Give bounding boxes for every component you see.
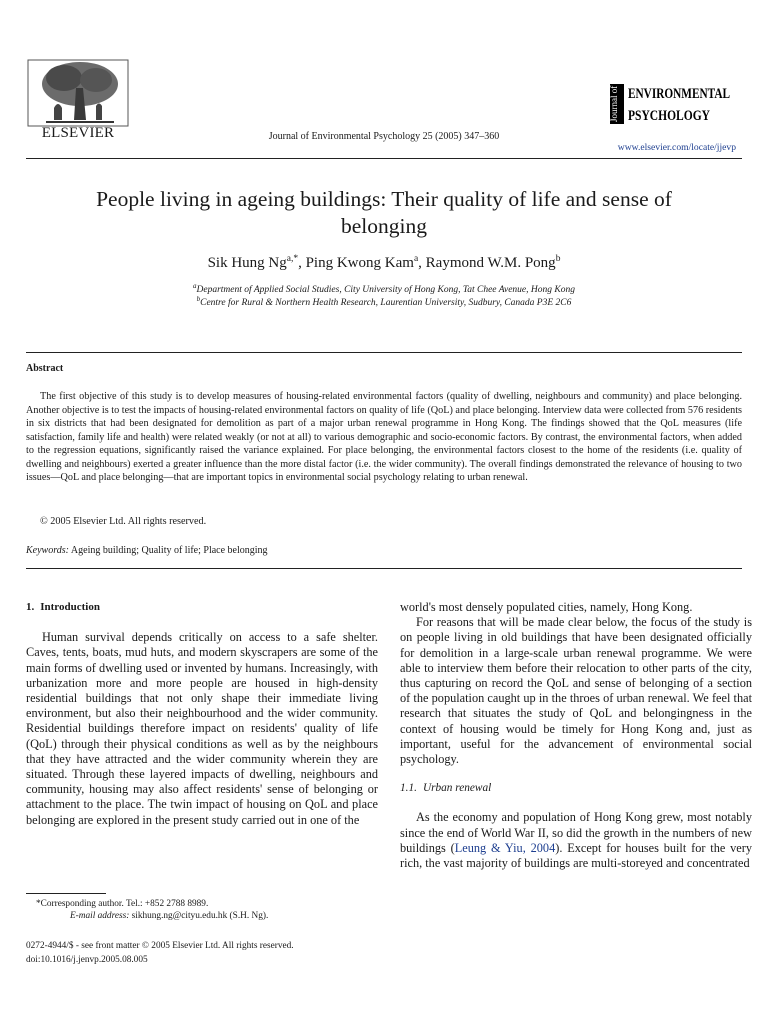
author-1-affil-mark[interactable]: a,*	[286, 254, 299, 264]
journal-logo-line1: ENVIRONMENTAL	[628, 86, 731, 102]
paper-title: People living in ageing buildings: Their quality of life and sense of belonging	[96, 187, 672, 238]
affiliation-a-mark: a	[193, 282, 197, 290]
citation-leung-yiu-link[interactable]: Leung & Yiu,	[454, 840, 526, 855]
footnote-email	[70, 911, 268, 921]
abstract-top-divider	[26, 352, 742, 353]
section-heading-introduction	[26, 600, 378, 615]
journal-url-link[interactable]: www.elsevier.com/locate/jjevp	[617, 142, 736, 153]
email-address[interactable]: sikhung.ng@cityu.edu.hk (S.H. Ng).	[131, 911, 269, 921]
author-3-affil-mark[interactable]: b	[555, 254, 561, 264]
intro-paragraph-2: For reasons that will be made clear below, the focus of the study is on people living in old buildings that have been designated officially for demolition in a large-scale urban renewal programme. We were able to interview them before their relocation to other parts of the city, thus capturing on record the QoL and sense of belonging of a section of the population caught up in the throes of urban renewal. We feel that research that situates the study of QoL and belongingness in the context of housing would be timely for Hong Kong and, just as important, useful for the advancement of environmental social psychology.	[400, 615, 752, 767]
journal-citation: Journal of Environmental Psychology 25 (2005) 347–360	[268, 131, 500, 142]
email-label: E-mail address:	[70, 911, 130, 921]
subsection-title: Urban renewal	[422, 782, 492, 795]
abstract-copyright: © 2005 Elsevier Ltd. All rights reserved.	[40, 516, 207, 527]
section-number: 1.	[26, 601, 35, 613]
intro-paragraph-1: Human survival depends critically on access to a safe shelter. Caves, tents, boats, mud huts, and modern skyscrapers are some of the main forms of dwelling used or invented by humans. Increasingly, with urbanization more and more people are housed in high-density residential buildings that not only shape their immediate living environment, but also their neighbourhood and the wider community. Residential buildings therefore impact on residents' quality of life (QoL) through their physical conditions as well as by the neighbours that they have attracted and the wider community wherein they are situated. Through these layered impacts of dwelling, neighbours and community, housing may also affect residents' sense of belonging or attachment to the place. The twin impact of housing on QoL and place belonging are explored in the present study carried out in one of the	[26, 630, 378, 827]
affiliation-b	[60, 295, 708, 308]
citation-year-link[interactable]: 2004	[530, 840, 556, 855]
author-1-name: Sik Hung Ng	[207, 255, 287, 271]
footnote-corresponding-author	[26, 898, 208, 911]
corresponding-author-text: *Corresponding author. Tel.: +852 2788 8989.	[36, 899, 209, 909]
abstract-heading: Abstract	[26, 363, 64, 374]
affiliation-b-text: Centre for Rural & Northern Health Research, Laurentian University, Sudbury, Canada P3E 2C6	[200, 298, 572, 309]
author-2-name: Ping Kwong Kam	[305, 255, 414, 271]
doi-text[interactable]: doi:10.1016/j.jenvp.2005.08.005	[26, 955, 148, 965]
author-separator: ,	[298, 255, 306, 271]
urban-renewal-text-start: As the economy and population of Hong Kong grew, most notably since the end of World War II, so did the growth in the numbers of new buildings (	[400, 810, 752, 855]
publisher-name: ELSEVIER	[41, 125, 115, 141]
front-matter	[26, 939, 294, 967]
journal-logo-line2: PSYCHOLOGY	[628, 108, 711, 124]
journal-logo-small-text: Journal of	[609, 85, 619, 122]
author-separator: ,	[418, 255, 426, 271]
subsection-heading-urban-renewal	[400, 781, 752, 796]
subsection-number: 1.1.	[400, 782, 417, 795]
keywords-text: Ageing building; Quality of life; Place belonging	[70, 545, 268, 556]
keywords-divider	[26, 568, 742, 569]
left-column	[26, 600, 378, 828]
affiliation-a-text: Department of Applied Social Studies, City University of Hong Kong, Tat Chee Avenue, Hong Kong	[196, 285, 575, 296]
author-list	[60, 254, 708, 272]
header-divider	[26, 158, 742, 159]
urban-renewal-paragraph	[400, 810, 752, 871]
front-matter-issn: 0272-4944/$ - see front matter © 2005 Elsevier Ltd. All rights reserved.	[26, 941, 294, 951]
abstract-text: The first objective of this study is to develop measures of housing-related environmental factors (quality of dwelling, neighbours and community) and place belonging. Another objective is to test the impacts of housing-related environmental factors on quality of life (QoL) and place belonging. Interview data were collected from 576 residents in six districts that had been designated for demolition as part of a major urban renewal programme in Hong Kong. The findings showed that the QoL measures (life satisfaction, family life and health) were related weakly (or not at all) to various demographic and socio-economic factors. By contrast, the environmental factors, when added to the regression equations, significantly raised the variance explained. For place belonging, the environmental factors closest to the home of the residents (i.e. quality of dwelling and neighbours) exerted a greater influence than the more distal factor (i.e. the wider community). The overall findings demonstrated the relevance of housing to two issues—QoL and place belonging—that are important topics in environmental social psychology relating to urban renewal.	[26, 391, 742, 483]
section-title: Introduction	[40, 601, 100, 613]
journal-logo-icon	[608, 70, 732, 130]
footnote-divider	[26, 893, 106, 894]
affiliation-a	[60, 282, 708, 295]
abstract-body	[26, 390, 742, 485]
right-column	[400, 600, 752, 871]
intro-paragraph-1-continued: world's most densely populated cities, namely, Hong Kong.	[400, 600, 693, 614]
author-2-affil-mark[interactable]: a	[413, 254, 419, 264]
urban-renewal-text-end: ). Except for houses built for the very rich, the vast majority of buildings are multi-storeyed and concentrated	[400, 840, 752, 871]
keywords-label: Keywords:	[26, 545, 69, 556]
keywords-line	[26, 545, 268, 556]
author-3-name: Raymond W.M. Pong	[425, 255, 556, 271]
affiliation-b-mark: b	[196, 295, 201, 303]
